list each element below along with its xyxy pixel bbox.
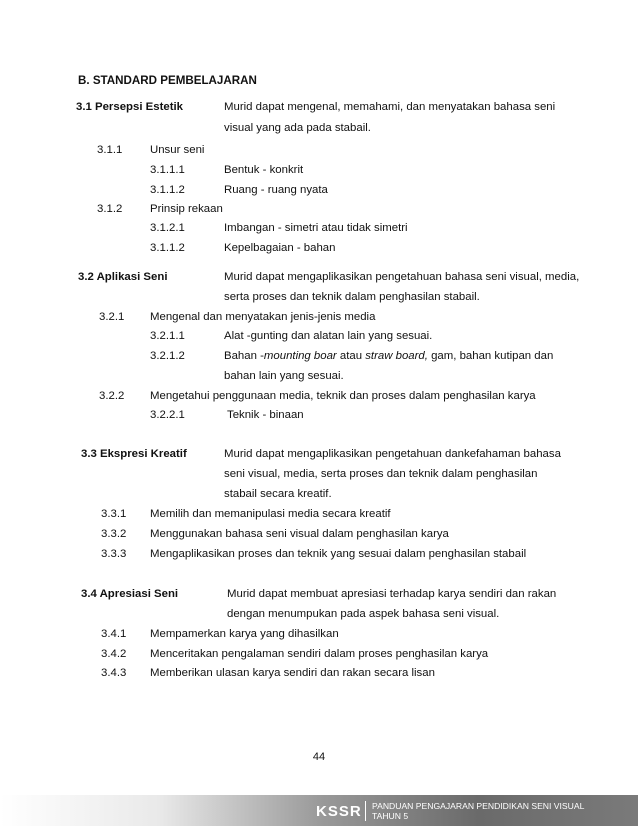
standard-3-1-description-line2: visual yang ada pada stabail. [224,122,371,134]
subitem-label-part: gam, bahan kutipan dan [427,350,554,362]
subitem-number: 3.1.1.2 [150,184,185,196]
item-label: Memberikan ulasan karya sendiri dan rakan secara lisan [150,667,435,679]
subitem-number: 3.1.1.1 [150,164,185,176]
footer-brand-logo: KSSR [316,803,362,820]
footer-title-line2: TAHUN 5 [372,811,409,821]
item-label: Unsur seni [150,144,205,156]
subitem-label: Alat -gunting dan alatan lain yang sesuai. [224,330,433,342]
standard-3-3-description-line3: stabail secara kreatif. [224,488,332,500]
subitem-label: Kepelbagaian - bahan [224,242,336,254]
subitem-label: Imbangan - simetri atau tidak simetri [224,222,408,234]
standard-3-2-title: 3.2 Aplikasi Seni [78,271,168,283]
item-number: 3.4.1 [101,628,127,640]
standard-3-4-description-line2: dengan menumpukan pada aspek bahasa seni visual. [227,608,500,620]
standard-3-1-description-line1: Murid dapat mengenal, memahami, dan menyatakan bahasa seni [224,101,556,113]
subitem-number: 3.1.1.2 [150,242,185,254]
item-number: 3.3.3 [101,548,127,560]
item-number: 3.2.1 [99,311,125,323]
item-label: Memilih dan memanipulasi media secara kreatif [150,508,391,520]
item-number: 3.2.2 [99,390,125,402]
subitem-label: Bentuk - konkrit [224,164,304,176]
subitem-number: 3.1.2.1 [150,222,185,234]
standard-3-4-title: 3.4 Apresiasi Seni [81,588,179,600]
subitem-label-italic: straw board, [365,350,428,362]
footer-banner [0,795,638,826]
subitem-number: 3.2.1.1 [150,330,185,342]
item-label: Mengenal dan menyatakan jenis-jenis media [150,311,376,323]
item-label: Menceritakan pengalaman sendiri dalam proses penghasilan karya [150,648,489,660]
subitem-label: Teknik - binaan [227,409,304,421]
section-heading: B. STANDARD PEMBELAJARAN [78,74,257,87]
item-label: Mengaplikasikan proses dan teknik yang sesuai dalam penghasilan stabail [150,548,527,560]
subitem-label-continuation: bahan lain yang sesuai. [224,370,344,382]
item-number: 3.3.1 [101,508,127,520]
footer-divider [365,801,366,821]
subitem-number: 3.2.1.2 [150,350,185,362]
standard-3-4-description-line1: Murid dapat membuat apresiasi terhadap karya sendiri dan rakan [227,588,557,600]
item-number: 3.1.2 [97,203,123,215]
standard-3-1-title: 3.1 Persepsi Estetik [76,101,184,113]
item-label: Menggunakan bahasa seni visual dalam penghasilan karya [150,528,449,540]
standard-3-2-description-line1: Murid dapat mengaplikasikan pengetahuan bahasa seni visual, media, [224,271,580,283]
item-number: 3.1.1 [97,144,123,156]
item-number: 3.3.2 [101,528,127,540]
item-label: Mempamerkan karya yang dihasilkan [150,628,339,640]
footer-title [372,801,584,821]
subitem-label-italic: mounting boar [263,350,337,362]
subitem-number: 3.2.2.1 [150,409,185,421]
subitem-label-part: Bahan - [224,350,264,362]
standard-3-3-title: 3.3 Ekspresi Kreatif [81,448,187,460]
standard-3-2-description-line2: serta proses dan teknik dalam penghasilan stabail. [224,291,480,303]
item-label: Prinsip rekaan [150,203,223,215]
item-label: Mengetahui penggunaan media, teknik dan proses dalam penghasilan karya [150,390,536,402]
page-number: 44 [312,751,326,763]
standard-3-3-description-line1: Murid dapat mengaplikasikan pengetahuan dankefahaman bahasa [224,448,561,460]
footer-title-line1: PANDUAN PENGAJARAN PENDIDIKAN SENI VISUAL [372,801,585,811]
subitem-label-part: atau [336,350,366,362]
subitem-label [224,349,553,363]
standard-3-3-description-line2: seni visual, media, serta proses dan teknik dalam penghasilan [224,468,538,480]
subitem-label: Ruang - ruang nyata [224,184,328,196]
item-number: 3.4.3 [101,667,127,679]
item-number: 3.4.2 [101,648,127,660]
